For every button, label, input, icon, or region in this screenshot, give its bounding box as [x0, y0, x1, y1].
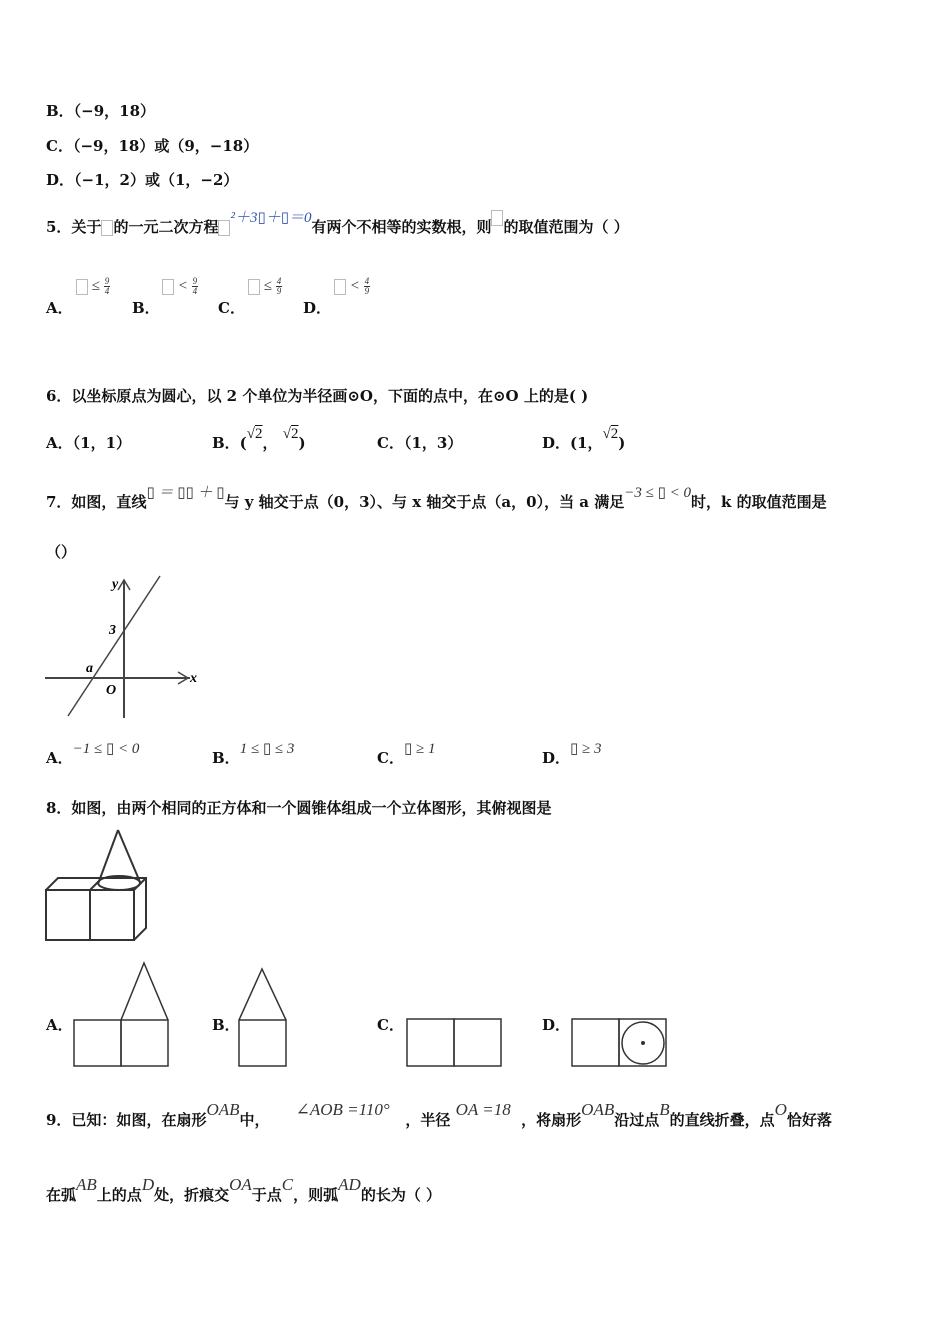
- q7-condition: −3 ≤ ▯ < 0: [624, 485, 691, 501]
- q5-a-fraction: [104, 277, 111, 296]
- q7-a-label: A．: [46, 749, 73, 767]
- q5-b-op: <: [177, 278, 188, 294]
- q5-b-fraction: [192, 277, 199, 296]
- q8-option-a-label: A．: [46, 1016, 73, 1034]
- q7-graph: [40, 572, 210, 722]
- variable-placeholder: [491, 210, 503, 226]
- q5-option-c-label: C．: [218, 299, 245, 317]
- q5-c-den: 9: [276, 286, 282, 297]
- q6-option-d: [542, 426, 626, 454]
- q9-text-5: 沿过点: [614, 1111, 660, 1129]
- q9-text-4: ，将扇形: [521, 1111, 582, 1129]
- q6-b-mid: ，: [262, 434, 278, 452]
- q9-text-1: 9．已知：如图，在扇形: [46, 1111, 207, 1129]
- cube-right-front: [90, 890, 134, 940]
- q5-a-den: 4: [104, 286, 110, 297]
- q5-a-op: ≤: [91, 278, 100, 294]
- q9-text-7: 恰好落: [786, 1111, 832, 1129]
- q7-a-math: −1 ≤ ▯ < 0: [72, 741, 140, 757]
- q5-d-op: <: [349, 278, 360, 294]
- q9-text-6: 的直线折叠，点: [669, 1111, 775, 1129]
- q9-l2-text-6: 的长为（ ）: [360, 1186, 442, 1204]
- q5-d-fraction: [364, 277, 371, 296]
- q7-option-c: [377, 741, 436, 769]
- q7-equation: ▯ ＝ ▯▯ ＋ ▯: [146, 485, 225, 501]
- q9-math-radius: OA =18: [455, 1100, 511, 1119]
- q7-stem: [46, 485, 827, 513]
- q5-text-3: 有两个不相等的实数根，则: [311, 218, 492, 236]
- q9-stem-line2: [46, 1175, 442, 1205]
- q7-text-2: 与 y 轴交于点（0，3）、与 x 轴交于点（a，0），当 a 满足: [224, 493, 625, 511]
- variable-placeholder: [334, 279, 346, 295]
- q9-l2-text-1: 在弧: [46, 1186, 77, 1204]
- q5-c-op: ≤: [263, 278, 272, 294]
- q9-text-3: ，半径: [405, 1111, 451, 1129]
- q8-option-d-label: D．: [542, 1016, 571, 1034]
- q8-option-a-figure: [72, 960, 174, 1070]
- q9-l2-text-4: 于点: [251, 1186, 282, 1204]
- q6-d-pre: D．(1，: [542, 434, 603, 452]
- q8-solid-figure: [42, 826, 154, 944]
- cube-left-front: [46, 890, 90, 940]
- q5-d-den: 9: [364, 286, 370, 297]
- q7-c-label: C．: [377, 749, 404, 767]
- q6-option-b: [212, 426, 306, 454]
- q9-l2-text-3: 处，折痕交: [154, 1186, 230, 1204]
- q9-math-oab: OAB: [206, 1100, 240, 1119]
- x-label: x: [190, 671, 197, 686]
- q9-l2-text-5: ，则弧: [293, 1186, 339, 1204]
- q7-d-label: D．: [542, 749, 571, 767]
- q7-option-b: [212, 741, 295, 769]
- q9-math-o: O: [774, 1100, 787, 1119]
- q7-b-label: B．: [212, 749, 240, 767]
- variable-placeholder: [101, 220, 113, 236]
- q8-option-b-figure: [237, 966, 289, 1070]
- q5-option-c-math: [248, 276, 282, 296]
- radicand: 2: [255, 426, 263, 442]
- sqrt-two: √2: [602, 426, 619, 442]
- cone-right-edge: [118, 830, 140, 882]
- q9-math-d: D: [141, 1175, 155, 1194]
- q5-c-fraction: [276, 277, 283, 296]
- q4-option-b: B．（−9，18）: [46, 102, 156, 120]
- q7-stem-end: （）: [46, 543, 77, 561]
- variable-placeholder: [218, 220, 230, 236]
- q9-text-2: 中，: [239, 1111, 270, 1129]
- q5-equation: ²＋3▯＋▯＝0: [230, 210, 312, 226]
- q5-option-b-math: [162, 276, 198, 296]
- q8-option-c-label: C．: [377, 1016, 404, 1034]
- q5-option-d-label: D．: [303, 299, 332, 317]
- q9-l2-text-2: 上的点: [96, 1186, 142, 1204]
- q6-b-post: ): [298, 434, 306, 452]
- variable-placeholder: [248, 279, 260, 295]
- q5-d-num: 4: [364, 276, 370, 287]
- q6-option-a: A．（1，1）: [46, 434, 132, 452]
- q7-text-1: 7．如图，直线: [46, 493, 147, 511]
- q6-stem: 6．以坐标原点为圆心，以 2 个单位为半径画⊙O，下面的点中，在⊙O 上的是( ): [46, 387, 589, 405]
- variable-placeholder: [76, 279, 88, 295]
- cube-top-side: [46, 878, 146, 940]
- q6-option-c: C．（1，3）: [377, 434, 463, 452]
- q5-b-den: 4: [192, 286, 198, 297]
- q7-text-3: 时，k 的取值范围是: [690, 493, 827, 511]
- variable-placeholder: [162, 279, 174, 295]
- origin-label: O: [106, 683, 117, 698]
- q5-c-num: 4: [276, 276, 282, 287]
- q7-c-math: ▯ ≥ 1: [403, 741, 436, 757]
- q7-b-math: 1 ≤ ▯ ≤ 3: [239, 741, 295, 757]
- intercept-a: a: [86, 661, 93, 676]
- radicand: 2: [291, 426, 299, 442]
- q8-stem: 8．如图，由两个相同的正方体和一个圆锥体组成一个立体图形，其俯视图是: [46, 799, 552, 817]
- q5-text-4: 的取值范围为（ ）: [503, 218, 629, 236]
- q9-math-ad: AD: [338, 1175, 361, 1194]
- q7-option-d: [542, 741, 602, 769]
- q8-option-b-label: B．: [212, 1016, 240, 1034]
- q9-math-c: C: [281, 1175, 294, 1194]
- q9-stem-line1: [46, 1100, 832, 1130]
- q5-option-a-label: A．: [46, 299, 73, 317]
- sqrt-two: √2: [246, 426, 263, 442]
- q6-b-pre: B．(: [212, 434, 247, 452]
- q5-text-1: 5．关于: [46, 218, 102, 236]
- q9-math-angle: ∠AOB =110°: [295, 1100, 390, 1119]
- q9-math-oab-2: OAB: [581, 1100, 615, 1119]
- q5-a-num: 9: [104, 276, 110, 287]
- sqrt-two: √2: [282, 426, 299, 442]
- q5-option-d-math: [334, 276, 370, 296]
- intercept-3: 3: [109, 623, 116, 638]
- q5-stem: [46, 210, 629, 238]
- q4-option-c: C．（−9，18）或（9，−18）: [46, 137, 259, 155]
- q5-b-num: 9: [192, 276, 198, 287]
- q6-d-post: ): [618, 434, 626, 452]
- q9-math-b: B: [659, 1100, 670, 1119]
- q5-option-b-label: B．: [132, 299, 160, 317]
- q9-math-oa: OA: [229, 1175, 252, 1194]
- q7-d-math: ▯ ≥ 3: [570, 741, 602, 757]
- q8-option-c-figure: [405, 1017, 503, 1069]
- q4-option-d: D．（−1，2）或（1，−2）: [46, 171, 239, 189]
- y-label: y: [112, 577, 119, 592]
- q7-option-a: [46, 741, 140, 769]
- q5-option-a-math: [76, 276, 110, 296]
- q5-text-2: 的一元二次方程: [113, 218, 219, 236]
- radicand: 2: [610, 426, 619, 442]
- q8-option-d-figure: [570, 1017, 670, 1069]
- q9-math-ab: AB: [76, 1175, 97, 1194]
